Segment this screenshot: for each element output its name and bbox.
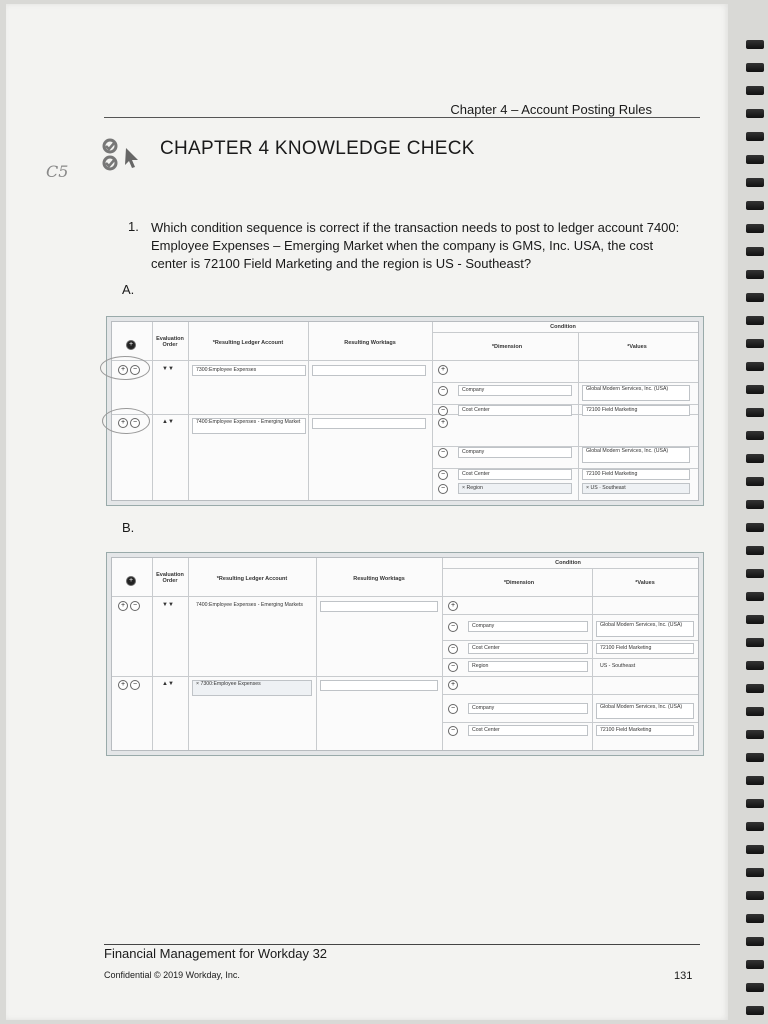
values-value: Global Modern Services, Inc. (USA): [586, 448, 669, 454]
binding-ring: [746, 454, 764, 463]
binding-ring: [746, 753, 764, 762]
remove-icon[interactable]: −: [130, 680, 140, 690]
binding-ring: [746, 132, 764, 141]
binding-ring: [746, 201, 764, 210]
remove-condition-icon[interactable]: −: [448, 644, 458, 654]
header-evaluation-order: Evaluation Order: [156, 572, 184, 584]
dimension-value: × Region: [462, 485, 483, 491]
remove-condition-icon[interactable]: −: [448, 662, 458, 672]
ledger-value: 7300:Employee Expenses: [196, 367, 257, 373]
binding-ring: [746, 477, 764, 486]
binding-ring: [746, 592, 764, 601]
remove-icon[interactable]: −: [130, 601, 140, 611]
binding-ring: [746, 730, 764, 739]
binding-ring: [746, 546, 764, 555]
values-value: Global Modern Services, Inc. (USA): [600, 622, 683, 628]
worktags-field[interactable]: [320, 601, 438, 612]
spiral-binding: [742, 40, 764, 1020]
values-value: Global Modern Services, Inc. (USA): [600, 704, 683, 710]
header-resulting-ledger: *Resulting Ledger Account: [212, 340, 284, 346]
page-title: CHAPTER 4 KNOWLEDGE CHECK: [160, 138, 475, 159]
binding-ring: [746, 500, 764, 509]
remove-icon[interactable]: −: [130, 365, 140, 375]
header-values: *Values: [627, 344, 647, 350]
header-values: *Values: [635, 580, 655, 586]
dimension-value: Region: [472, 663, 489, 669]
add-icon[interactable]: +: [118, 365, 128, 375]
binding-ring: [746, 431, 764, 440]
binding-ring: [746, 707, 764, 716]
binding-ring: [746, 178, 764, 187]
binding-ring: [746, 684, 764, 693]
add-icon[interactable]: +: [118, 418, 128, 428]
question-text: Which condition sequence is correct if the transaction needs to post to ledger account 7400: Employee Expenses – Emerging Market when the company is GMS, Inc. USA, the cost center is 72100 Field Marketing and the region is US - Southeast?: [151, 220, 680, 271]
header-dimension: *Dimension: [503, 580, 535, 586]
option-b-label: B.: [122, 520, 135, 535]
values-value: 72100 Field Marketing: [600, 727, 652, 733]
add-icon[interactable]: +: [118, 680, 128, 690]
binding-ring: [746, 868, 764, 877]
remove-condition-icon[interactable]: −: [438, 386, 448, 396]
header-resulting-worktags: Resulting Worktags: [353, 576, 405, 582]
header-evaluation-order: Evaluation Order: [156, 336, 184, 348]
remove-condition-icon[interactable]: −: [438, 470, 448, 480]
header-resulting-worktags: Resulting Worktags: [344, 340, 396, 346]
header-condition: Condition: [550, 324, 576, 330]
document-page: [6, 4, 728, 1020]
remove-condition-icon[interactable]: −: [438, 484, 448, 494]
option-b-table: [106, 552, 704, 756]
binding-ring: [746, 1006, 764, 1015]
values-value: US - Southeast: [600, 663, 636, 669]
reorder-arrows-icon[interactable]: ▲▼: [162, 419, 174, 425]
values-value: × US · Southeast: [586, 485, 626, 491]
add-condition-icon[interactable]: +: [438, 418, 448, 428]
add-condition-icon[interactable]: +: [448, 680, 458, 690]
page-number: 131: [674, 970, 693, 982]
worktags-field[interactable]: [312, 365, 426, 376]
values-value: 72100 Field Marketing: [586, 407, 638, 413]
binding-ring: [746, 408, 764, 417]
binding-ring: [746, 661, 764, 670]
ledger-value: 7400:Employee Expenses - Emerging Markets: [196, 602, 303, 608]
header-divider: [104, 117, 700, 118]
dimension-value: Company: [462, 449, 485, 455]
question-number: 1.: [128, 219, 139, 234]
binding-ring: [746, 523, 764, 532]
binding-ring: [746, 776, 764, 785]
remove-condition-icon[interactable]: −: [448, 704, 458, 714]
reorder-arrows-icon[interactable]: ▼▼: [162, 602, 174, 608]
binding-ring: [746, 86, 764, 95]
values-value: 72100 Field Marketing: [586, 471, 638, 477]
add-row-icon[interactable]: +: [126, 340, 136, 350]
binding-ring: [746, 155, 764, 164]
binding-ring: [746, 638, 764, 647]
header-condition: Condition: [555, 560, 581, 566]
binding-ring: [746, 385, 764, 394]
binding-ring: [746, 983, 764, 992]
values-value: 72100 Field Marketing: [600, 645, 652, 651]
binding-ring: [746, 799, 764, 808]
dimension-value: Cost Center: [472, 727, 500, 733]
dimension-value: Company: [472, 705, 495, 711]
ledger-value: × 7300:Employee Expenses: [196, 681, 261, 687]
dimension-value: Cost Center: [472, 645, 500, 651]
header-resulting-ledger: *Resulting Ledger Account: [216, 576, 288, 582]
binding-ring: [746, 960, 764, 969]
dimension-value: Cost Center: [462, 407, 490, 413]
remove-condition-icon[interactable]: −: [448, 726, 458, 736]
binding-ring: [746, 845, 764, 854]
add-icon[interactable]: +: [118, 601, 128, 611]
add-condition-icon[interactable]: +: [448, 601, 458, 611]
binding-ring: [746, 40, 764, 49]
dimension-value: Cost Center: [462, 471, 490, 477]
footer-divider: [104, 944, 700, 945]
worktags-field[interactable]: [312, 418, 426, 429]
ledger-value: 7400:Employee Expenses - Emerging Market: [196, 419, 301, 425]
add-condition-icon[interactable]: +: [438, 365, 448, 375]
header-dimension: *Dimension: [491, 344, 523, 350]
binding-ring: [746, 247, 764, 256]
binding-ring: [746, 63, 764, 72]
binding-ring: [746, 615, 764, 624]
handwritten-note: C5: [46, 162, 69, 181]
checklist-cursor-icon: [102, 138, 148, 174]
remove-condition-icon[interactable]: −: [438, 448, 448, 458]
reorder-arrows-icon[interactable]: ▼▼: [162, 366, 174, 372]
remove-icon[interactable]: −: [130, 418, 140, 428]
binding-ring: [746, 914, 764, 923]
binding-ring: [746, 891, 764, 900]
remove-condition-icon[interactable]: −: [448, 622, 458, 632]
values-value: Global Modern Services, Inc. (USA): [586, 386, 669, 392]
binding-ring: [746, 270, 764, 279]
binding-ring: [746, 109, 764, 118]
worktags-field[interactable]: [320, 680, 438, 691]
remove-condition-icon[interactable]: −: [438, 406, 448, 416]
chapter-header: Chapter 4 – Account Posting Rules: [450, 102, 652, 117]
binding-ring: [746, 316, 764, 325]
dimension-value: Company: [472, 623, 495, 629]
binding-ring: [746, 569, 764, 578]
option-a-label: A.: [122, 282, 135, 297]
option-a-table: [106, 316, 704, 506]
binding-ring: [746, 293, 764, 302]
binding-ring: [746, 224, 764, 233]
reorder-arrows-icon[interactable]: ▲▼: [162, 681, 174, 687]
confidential-notice: Confidential © 2019 Workday, Inc.: [104, 970, 240, 980]
binding-ring: [746, 822, 764, 831]
binding-ring: [746, 362, 764, 371]
book-title: Financial Management for Workday 32: [104, 946, 328, 961]
binding-ring: [746, 339, 764, 348]
binding-ring: [746, 937, 764, 946]
add-row-icon[interactable]: +: [126, 576, 136, 586]
dimension-value: Company: [462, 387, 485, 393]
